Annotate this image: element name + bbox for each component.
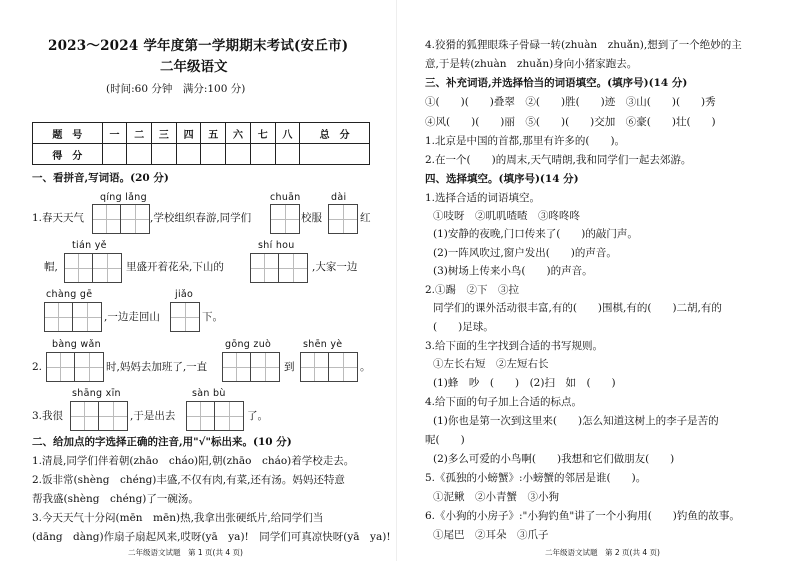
question-line: 1.选择合适的词语填空。 (425, 192, 541, 204)
question-line: 2.①踢 ②下 ③拉 (425, 284, 520, 296)
question-text: ,大家一边 (312, 261, 358, 273)
pinyin: shēn yè (303, 339, 343, 350)
pinyin: sàn bù (192, 388, 226, 399)
pinyin: bàng wǎn (52, 339, 101, 350)
writing-grid[interactable] (44, 302, 102, 332)
question-text: 下。 (202, 311, 223, 323)
score-cell[interactable] (102, 144, 127, 165)
question-line: 6.《小狗的小房子》:"小狗钓鱼"讲了一个小狗用( )钓鱼的故事。 (425, 510, 740, 522)
pinyin: chuān (270, 192, 301, 203)
score-header-cell: 题 号 (33, 123, 103, 144)
question-text: 帽, (44, 261, 58, 273)
pinyin: dài (331, 192, 347, 203)
question-line: ④风( )( )丽 ⑤( )( )交加 ⑥豪( )壮( ) (425, 116, 716, 128)
pinyin: tián yě (72, 240, 107, 251)
section-3-heading: 三、补充词语,并选择恰当的词语填空。(填序号)(14 分) (425, 77, 688, 89)
writing-grid[interactable] (64, 253, 122, 283)
score-header-cell: 总 分 (300, 123, 370, 144)
score-cell[interactable] (127, 144, 152, 165)
question-line: (2)多么可爱的小鸟啊( )我想和它们做朋友( ) (433, 453, 675, 465)
question-line: ①左长右短 ②左短右长 (433, 358, 549, 370)
writing-grid[interactable] (92, 204, 150, 234)
section-4-heading: 四、选择填空。(填序号)(14 分) (425, 173, 579, 185)
question-text: 2. (32, 361, 43, 373)
pinyin: shāng xīn (72, 388, 121, 399)
score-header-cell: 一 (102, 123, 127, 144)
question-text: 里盛开着花朵,下山的 (126, 261, 224, 273)
question-text: 了。 (247, 410, 268, 422)
writing-grid[interactable] (250, 253, 308, 283)
score-cell[interactable] (300, 144, 370, 165)
question-text: 1.春天天气 (32, 212, 85, 224)
right-page (397, 0, 794, 561)
pinyin: chàng gē (46, 289, 93, 300)
writing-grid[interactable] (222, 352, 280, 382)
question-line: (3)树场上传来小鸟( )的声音。 (433, 265, 593, 277)
question-text: 到 (284, 361, 295, 373)
question-line: 3.给下面的生字找到合适的书写规则。 (425, 340, 604, 352)
score-header-cell: 八 (275, 123, 300, 144)
score-header-cell: 三 (152, 123, 177, 144)
score-header-cell: 四 (176, 123, 201, 144)
question-text: ,于是出去 (130, 410, 176, 422)
question-line: (2)一阵风吹过,窗户发出( )的声音。 (433, 247, 617, 259)
score-cell[interactable] (250, 144, 275, 165)
question-line: (dāng dàng)作扇子扇起风来,哎呀(yā ya)! 同学们可真凉快呀(yā ya)! (32, 531, 391, 543)
question-line: (1)你也是第一次到这里来( )怎么知道这树上的李子是苦的 (433, 415, 719, 427)
question-line: 2.在一个( )的周末,天气晴朗,我和同学们一起去郊游。 (425, 154, 692, 166)
question-text: 3.我很 (32, 410, 64, 422)
question-text: ,一边走回山 (104, 311, 160, 323)
question-line: 2.饭非常(shèng chéng)丰盛,不仅有肉,有菜,还有汤。妈妈还特意 (32, 474, 345, 486)
question-line: 4.给下面的句子加上合适的标点。 (425, 396, 583, 408)
pinyin: shí hou (258, 240, 295, 251)
pinyin: gōng zuò (225, 339, 272, 350)
question-line: ①吱呀 ②叽叽喳喳 ③咚咚咚 (433, 210, 580, 222)
question-line: 1.北京是中国的首都,那里有许多的( )。 (425, 135, 626, 147)
score-header-cell: 五 (201, 123, 226, 144)
score-cell[interactable] (201, 144, 226, 165)
writing-grid[interactable] (328, 204, 358, 234)
question-text: ,学校组织春游,同学们 (150, 212, 252, 224)
question-text: 。 (360, 361, 371, 373)
page-footer: 二年级语文试题 第 2 页(共 4 页) (545, 548, 660, 557)
pinyin: jiǎo (175, 289, 194, 300)
writing-grid[interactable] (46, 352, 104, 382)
writing-grid[interactable] (300, 352, 358, 382)
question-text: 时,妈妈去加班了,一直 (106, 361, 208, 373)
question-line: ①尾巴 ②耳朵 ③爪子 (433, 529, 549, 541)
page-footer: 二年级语文试题 第 1 页(共 4 页) (128, 548, 243, 557)
score-cell[interactable] (152, 144, 177, 165)
score-row-label: 得 分 (33, 144, 103, 165)
question-line: ①( )( )叠翠 ②( )胜( )迹 ③山( )( )秀 (425, 96, 716, 108)
question-text: 红 (360, 212, 371, 224)
question-line: 5.《孤独的小螃蟹》:小螃蟹的邻居是谁( )。 (425, 472, 647, 484)
writing-grid[interactable] (270, 204, 300, 234)
question-line: ( )足球。 (433, 321, 494, 333)
score-header-cell: 六 (226, 123, 251, 144)
writing-grid[interactable] (186, 401, 244, 431)
score-header-cell: 二 (127, 123, 152, 144)
score-cell[interactable] (176, 144, 201, 165)
exam-meta: (时间:60 分钟 满分:100 分) (106, 83, 246, 95)
question-line: 4.狡猾的狐狸眼珠子骨碌一转(zhuàn zhuǎn),想到了一个绝妙的主 (425, 39, 742, 51)
writing-grid[interactable] (170, 302, 200, 332)
question-line: 呢( ) (425, 434, 465, 446)
question-line: 同学们的课外活动很丰富,有的( )围棋,有的( )二胡,有的 (433, 302, 722, 314)
score-cell[interactable] (226, 144, 251, 165)
question-line: (1)蜂 吵 ( ) (2)扫 如 ( ) (433, 377, 616, 389)
question-line: 意,于是转(zhuàn zhuǎn)身向小猪家跑去。 (425, 58, 638, 70)
section-2-heading: 二、给加点的字选择正确的注音,用"√"标出来。(10 分) (32, 436, 292, 448)
score-header-cell: 七 (250, 123, 275, 144)
question-text: 校服 (301, 212, 322, 224)
score-cell[interactable] (275, 144, 300, 165)
pinyin: qíng lǎng (100, 192, 147, 203)
writing-grid[interactable] (70, 401, 128, 431)
question-line: 1.清晨,同学们伴着朝(zhāo cháo)阳,朝(zhāo cháo)着学校走去。 (32, 455, 355, 467)
exam-subject: 二年级语文 (160, 59, 228, 75)
score-table (32, 122, 370, 165)
question-line: ①泥鳅 ②小青蟹 ③小狗 (433, 491, 559, 503)
question-line: (1)安静的夜晚,门口传来了( )的敲门声。 (433, 228, 638, 240)
section-1-heading: 一、看拼音,写词语。(20 分) (32, 172, 169, 184)
exam-title: 2023～2024 学年度第一学期期末考试(安丘市) (48, 38, 349, 54)
question-line: 3.今天天气十分闷(mēn mēn)热,我拿出张硬纸片,给同学们当 (32, 512, 324, 524)
question-line: 帮我盛(shèng chéng)了一碗汤。 (32, 493, 199, 505)
